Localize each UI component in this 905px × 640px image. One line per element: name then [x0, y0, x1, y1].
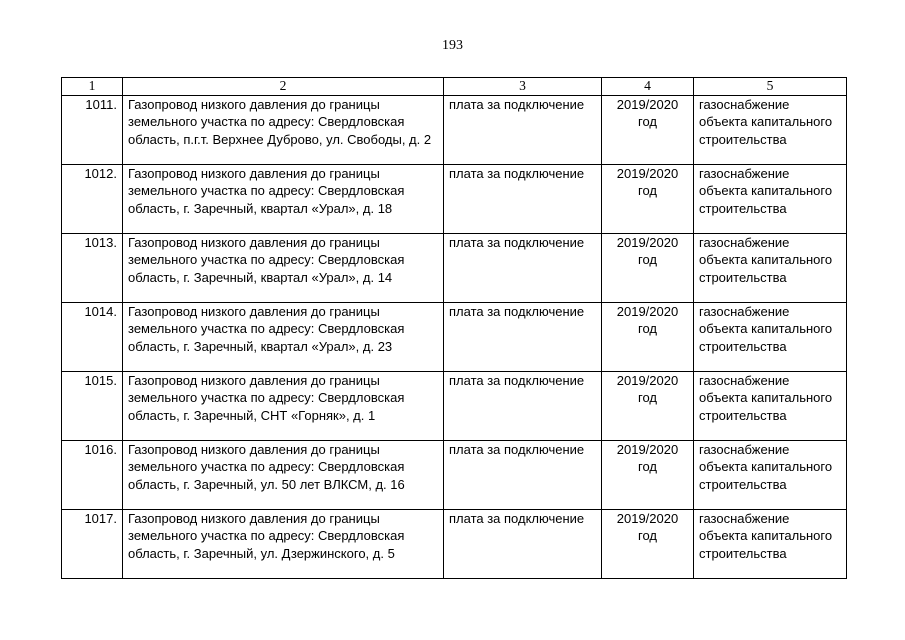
row-year: 2019/2020 год	[602, 303, 694, 372]
table-row	[62, 441, 847, 510]
table-row	[62, 96, 847, 165]
row-purpose: газоснабжение объекта капитального строительства	[694, 510, 847, 579]
row-number: 1016.	[62, 441, 123, 510]
table-row	[62, 234, 847, 303]
row-number: 1014.	[62, 303, 123, 372]
row-number: 1011.	[62, 96, 123, 165]
row-fee-type: плата за подключение	[444, 96, 602, 165]
data-table	[61, 77, 847, 579]
column-header: 1	[62, 78, 123, 96]
row-fee-type: плата за подключение	[444, 372, 602, 441]
row-year: 2019/2020 год	[602, 234, 694, 303]
row-purpose: газоснабжение объекта капитального строительства	[694, 234, 847, 303]
row-description: Газопровод низкого давления до границы земельного участка по адресу: Свердловская область, г. Заречный, ул. Дзержинского, д. 5	[123, 510, 444, 579]
row-purpose: газоснабжение объекта капитального строительства	[694, 165, 847, 234]
column-header: 3	[444, 78, 602, 96]
table-row	[62, 372, 847, 441]
row-year: 2019/2020 год	[602, 96, 694, 165]
row-description: Газопровод низкого давления до границы земельного участка по адресу: Свердловская область, п.г.т. Верхнее Дуброво, ул. Свободы, д. 2	[123, 96, 444, 165]
row-fee-type: плата за подключение	[444, 303, 602, 372]
table-row	[62, 510, 847, 579]
row-fee-type: плата за подключение	[444, 441, 602, 510]
column-header: 2	[123, 78, 444, 96]
row-description: Газопровод низкого давления до границы земельного участка по адресу: Свердловская область, г. Заречный, квартал «Урал», д. 14	[123, 234, 444, 303]
row-purpose: газоснабжение объекта капитального строительства	[694, 96, 847, 165]
row-year: 2019/2020 год	[602, 165, 694, 234]
row-description: Газопровод низкого давления до границы земельного участка по адресу: Свердловская область, г. Заречный, квартал «Урал», д. 23	[123, 303, 444, 372]
column-header: 5	[694, 78, 847, 96]
row-year: 2019/2020 год	[602, 510, 694, 579]
row-description: Газопровод низкого давления до границы земельного участка по адресу: Свердловская область, г. Заречный, квартал «Урал», д. 18	[123, 165, 444, 234]
row-fee-type: плата за подключение	[444, 234, 602, 303]
row-description: Газопровод низкого давления до границы земельного участка по адресу: Свердловская область, г. Заречный, СНТ «Горняк», д. 1	[123, 372, 444, 441]
table-row	[62, 165, 847, 234]
row-number: 1015.	[62, 372, 123, 441]
table-header-row	[62, 78, 847, 96]
row-purpose: газоснабжение объекта капитального строительства	[694, 303, 847, 372]
row-purpose: газоснабжение объекта капитального строительства	[694, 372, 847, 441]
row-year: 2019/2020 год	[602, 372, 694, 441]
row-description: Газопровод низкого давления до границы земельного участка по адресу: Свердловская область, г. Заречный, ул. 50 лет ВЛКСМ, д. 16	[123, 441, 444, 510]
row-number: 1017.	[62, 510, 123, 579]
row-year: 2019/2020 год	[602, 441, 694, 510]
row-fee-type: плата за подключение	[444, 510, 602, 579]
row-purpose: газоснабжение объекта капитального строительства	[694, 441, 847, 510]
table-row	[62, 303, 847, 372]
row-fee-type: плата за подключение	[444, 165, 602, 234]
row-number: 1012.	[62, 165, 123, 234]
column-header: 4	[602, 78, 694, 96]
row-number: 1013.	[62, 234, 123, 303]
page-number: 193	[442, 38, 463, 53]
